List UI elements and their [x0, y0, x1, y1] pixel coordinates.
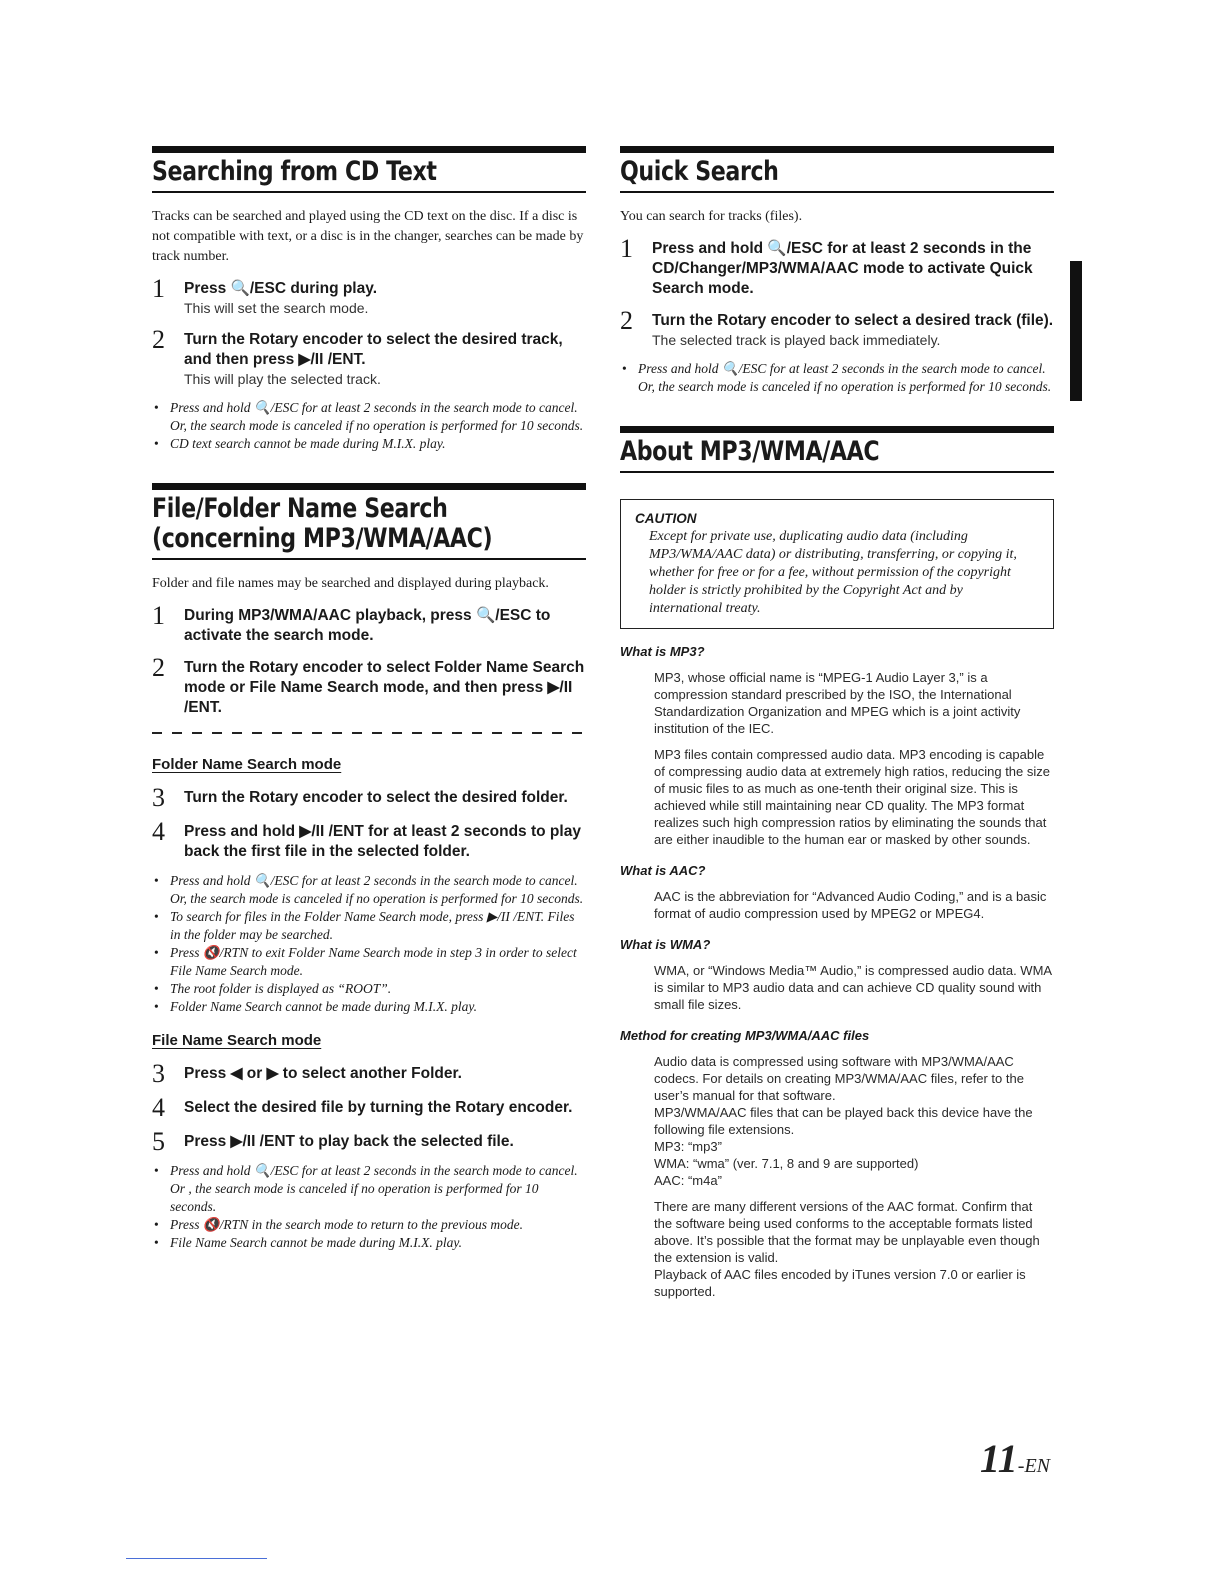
- note-item: • Press and hold 🔍/ESC for at least 2 seconds in the search mode to cancel. Or, the search mode is canceled if no operation is performed for 10 seconds.: [152, 399, 586, 435]
- section-title-bar: [152, 146, 586, 193]
- step-heading: Select the desired file by turning the Rotary encoder.: [184, 1099, 573, 1116]
- step-heading: Turn the Rotary encoder to select a desired track (file).: [652, 312, 1054, 329]
- step: [152, 274, 586, 318]
- side-tab-marker: [1070, 261, 1082, 401]
- step-heading: Turn the Rotary encoder to select the desired folder.: [184, 789, 568, 806]
- caution-text: Except for private use, duplicating audio data (including MP3/WMA/AAC data) or distributing, transferring, or copying it, whether for free or for a fee, without permission of the copyright holder is strictly prohibited by the Copyright Act and by international treaty.: [649, 529, 1017, 616]
- section-title-bar: [620, 426, 1054, 473]
- note-item: • Press and hold 🔍/ESC for at least 2 seconds in the search mode to cancel. Or , the search mode is canceled if no operation is performed for 10 seconds.: [152, 1162, 586, 1216]
- step-heading: Press and hold ▶/II /ENT for at least 2 seconds to play back the first file in the selected folder.: [184, 823, 581, 860]
- note-item: • Press and hold 🔍/ESC for at least 2 seconds in the search mode to cancel. Or, the search mode is canceled if no operation is performed for 10 seconds.: [152, 872, 586, 908]
- page-number: [980, 1436, 1050, 1489]
- step: [152, 601, 586, 646]
- subsection-title-file-mode: File Name Search mode: [152, 1032, 322, 1049]
- section-title: Searching from CD Text: [152, 156, 437, 187]
- step: [152, 325, 586, 389]
- subsection-title-folder-mode: Folder Name Search mode: [152, 756, 342, 773]
- section-title-line1: File/Folder Name Search: [152, 493, 448, 524]
- step-number: 1: [152, 601, 165, 630]
- note-item: • Press and hold 🔍/ESC for at least 2 seconds in the search mode to cancel. Or, the search mode is canceled if no operation is performed for 10 seconds.: [620, 360, 1054, 396]
- step-heading: Press ▶/II /ENT to play back the selected file.: [184, 1133, 514, 1150]
- bottom-rule: [126, 1558, 267, 1559]
- intro-text: You can search for tracks (files).: [620, 209, 803, 224]
- step-heading: Press ◀ or ▶ to select another Folder.: [184, 1065, 462, 1082]
- intro-text: Tracks can be searched and played using the CD text on the disc. If a disc is not compatible with text, or a disc is in the changer, searches can be made by track number.: [152, 209, 584, 264]
- text-line: AAC: “m4a”: [654, 1173, 722, 1188]
- dashed-divider: [152, 732, 586, 734]
- section-title-line2: (concerning MP3/WMA/AAC): [152, 523, 493, 554]
- step: [620, 234, 1054, 299]
- aac-description: [620, 888, 1054, 922]
- page-number-suffix: -EN: [1017, 1455, 1051, 1477]
- note-item: • To search for files in the Folder Name Search mode, press ▶/II /ENT. Files in the folder may be searched.: [152, 908, 586, 944]
- notes-list: [152, 399, 586, 453]
- step-number: 2: [152, 653, 165, 682]
- step-heading: Turn the Rotary encoder to select the desired track, and then press ▶/II /ENT.: [184, 331, 563, 368]
- heading-what-is-mp3: What is MP3?: [620, 644, 705, 659]
- step-number: 2: [620, 306, 633, 335]
- step-heading: Press and hold 🔍/ESC for at least 2 seconds in the CD/Changer/MP3/WMA/AAC mode to activate Quick Search mode.: [652, 240, 1033, 297]
- text-line: Audio data is compressed using software with MP3/WMA/AAC codecs. For details on creating MP3/WMA/AAC files, refer to the user’s manual for that software.: [654, 1054, 1024, 1103]
- step-body: This will set the search mode.: [184, 300, 369, 316]
- step: [152, 1127, 586, 1156]
- step-number: 4: [152, 1093, 165, 1122]
- section-title-bar: [620, 146, 1054, 193]
- paragraph: AAC is the abbreviation for “Advanced Audio Coding,” and is a basic format of audio compression used by MPEG2 or MPEG4.: [654, 889, 1047, 921]
- note-item: • Folder Name Search cannot be made during M.I.X. play.: [152, 998, 586, 1016]
- step-body: The selected track is played back immediately.: [652, 332, 941, 348]
- step-number: 1: [152, 274, 165, 303]
- heading-method-creating-files: Method for creating MP3/WMA/AAC files: [620, 1028, 870, 1043]
- section-file-folder-search: [152, 483, 586, 1252]
- section-cd-text-search: [152, 146, 586, 453]
- step: [152, 1093, 586, 1122]
- step: [152, 1059, 586, 1088]
- mp3-description: [620, 669, 1054, 848]
- step-heading: Turn the Rotary encoder to select Folder Name Search mode or File Name Search mode, and then press ▶/II /ENT.: [184, 659, 585, 716]
- method-description: [620, 1053, 1054, 1300]
- step-number: 2: [152, 325, 165, 354]
- section-quick-search: [620, 146, 1054, 396]
- text-line: There are many different versions of the AAC format. Confirm that the software being used conforms to the acceptable formats listed above. It’s possible that the format may be unplayable even though the extension is valid.: [654, 1199, 1040, 1265]
- step-number: 5: [152, 1127, 165, 1156]
- paragraph: MP3 files contain compressed audio data. MP3 encoding is capable of compressing audio data at extremely high ratios, reducing the size of music files to as much as one-tenth their original size. This is achieved while still maintaining near CD quality. The MP3 format realizes such high compression ratios by eliminating the sounds that are either inaudible to the human ear or masked by other sounds.: [654, 747, 1050, 847]
- step: [152, 783, 586, 812]
- wma-description: [620, 962, 1054, 1013]
- section-title: About MP3/WMA/AAC: [620, 436, 880, 467]
- notes-list: [620, 360, 1054, 396]
- caution-title: CAUTION: [635, 511, 697, 526]
- step-number: 1: [620, 234, 633, 263]
- step-number: 3: [152, 783, 165, 812]
- paragraph: WMA, or “Windows Media™ Audio,” is compressed audio data. WMA is similar to MP3 audio data and can achieve CD quality sound with small file sizes.: [654, 963, 1052, 1012]
- step: [620, 306, 1054, 350]
- section-about-mp3: [620, 426, 1054, 1300]
- notes-list: [152, 1162, 586, 1252]
- text-line: MP3: “mp3”: [654, 1139, 722, 1154]
- step-number: 4: [152, 817, 165, 846]
- intro-text: Folder and file names may be searched and displayed during playback.: [152, 576, 549, 591]
- text-line: WMA: “wma” (ver. 7.1, 8 and 9 are supported): [654, 1156, 919, 1171]
- section-title-bar: [152, 483, 586, 560]
- notes-list: [152, 872, 586, 1016]
- note-item: • Press 🔇/RTN to exit Folder Name Search mode in step 3 in order to select File Name Search mode.: [152, 944, 586, 980]
- step: [152, 817, 586, 862]
- paragraph: MP3, whose official name is “MPEG-1 Audio Layer 3,” is a compression standard prescribed by the ISO, the International Standardization Organization and MPEG which is a joint activity institution of the IEC.: [654, 670, 1021, 736]
- note-item: • CD text search cannot be made during M.I.X. play.: [152, 435, 586, 453]
- text-line: MP3/WMA/AAC files that can be played back this device have the following file extensions.: [654, 1105, 1033, 1137]
- heading-what-is-aac: What is AAC?: [620, 863, 706, 878]
- step-heading: Press 🔍/ESC during play.: [184, 280, 378, 297]
- step-heading: During MP3/WMA/AAC playback, press 🔍/ESC to activate the search mode.: [184, 607, 551, 644]
- section-title: Quick Search: [620, 156, 779, 187]
- note-item: • File Name Search cannot be made during M.I.X. play.: [152, 1234, 586, 1252]
- step-number: 3: [152, 1059, 165, 1088]
- left-column: [152, 146, 586, 1252]
- caution-box: [620, 499, 1054, 629]
- step: [152, 653, 586, 718]
- note-item: • Press 🔇/RTN in the search mode to return to the previous mode.: [152, 1216, 586, 1234]
- note-item: • The root folder is displayed as “ROOT”.: [152, 980, 586, 998]
- page-number-value: 11: [980, 1436, 1018, 1481]
- step-body: This will play the selected track.: [184, 371, 381, 387]
- heading-what-is-wma: What is WMA?: [620, 937, 711, 952]
- right-column: [620, 146, 1054, 1300]
- text-line: Playback of AAC files encoded by iTunes version 7.0 or earlier is supported.: [654, 1267, 1026, 1299]
